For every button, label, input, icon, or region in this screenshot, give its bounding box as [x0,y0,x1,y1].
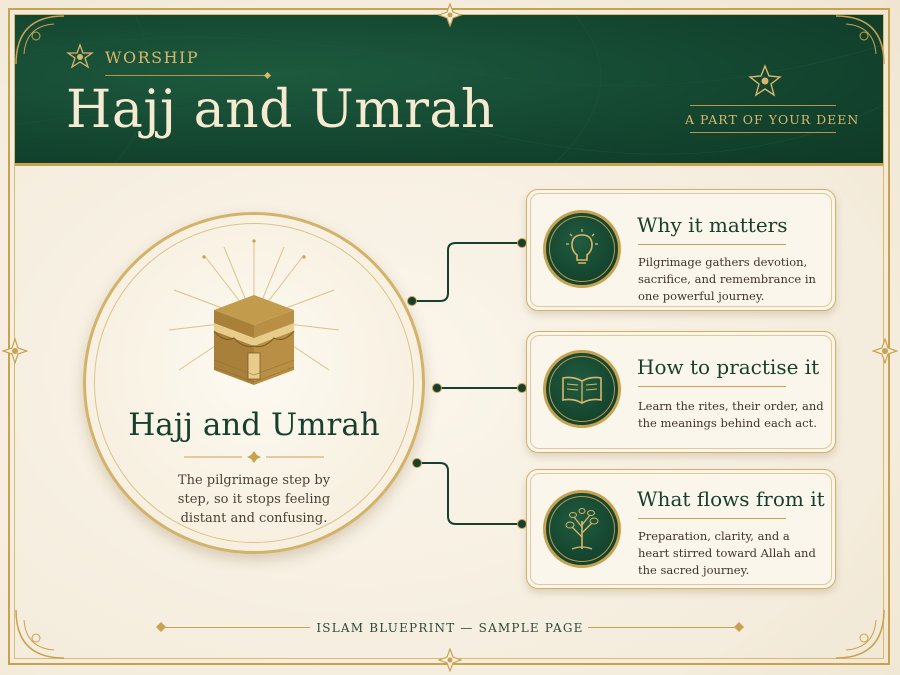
kaaba-illustration [164,235,344,405]
card-rule [638,518,786,519]
footer-text: ISLAM BLUEPRINT — SAMPLE PAGE [316,621,584,635]
hub-title: Hajj and Umrah [128,407,380,443]
hub-divider-ornament [184,451,324,463]
tree-icon [562,507,602,551]
card-icon-medallion [543,210,621,288]
card-title: What flows from it [637,487,825,511]
card-rule [638,244,786,245]
card-rule [638,386,786,387]
lightbulb-icon [564,229,600,269]
tagline: A PART OF YOUR DEEN [685,112,860,127]
open-book-icon [560,375,604,405]
card-title: Why it matters [637,213,788,237]
page-title: Hajj and Umrah [66,80,495,140]
card-how-to-practise [526,331,836,453]
central-hub [83,212,425,554]
card-text: Learn the rites, their order, and the meanings behind each act. [638,399,824,430]
kicker-label: WORSHIP [105,48,200,67]
hub-description: The pilgrimage step by step, so it stops feeling distant and confusing. [177,473,331,526]
card-text: Pilgrimage gathers devotion, sacrifice, and remembrance in one powerful journey. [638,255,816,303]
card-what-flows [526,469,836,589]
card-text: Preparation, clarity, and a heart stirred toward Allah and the sacred journey. [638,529,816,577]
card-icon-medallion [543,350,621,428]
card-why-it-matters [526,189,836,311]
card-icon-medallion [543,490,621,568]
card-title: How to practise it [637,355,820,379]
